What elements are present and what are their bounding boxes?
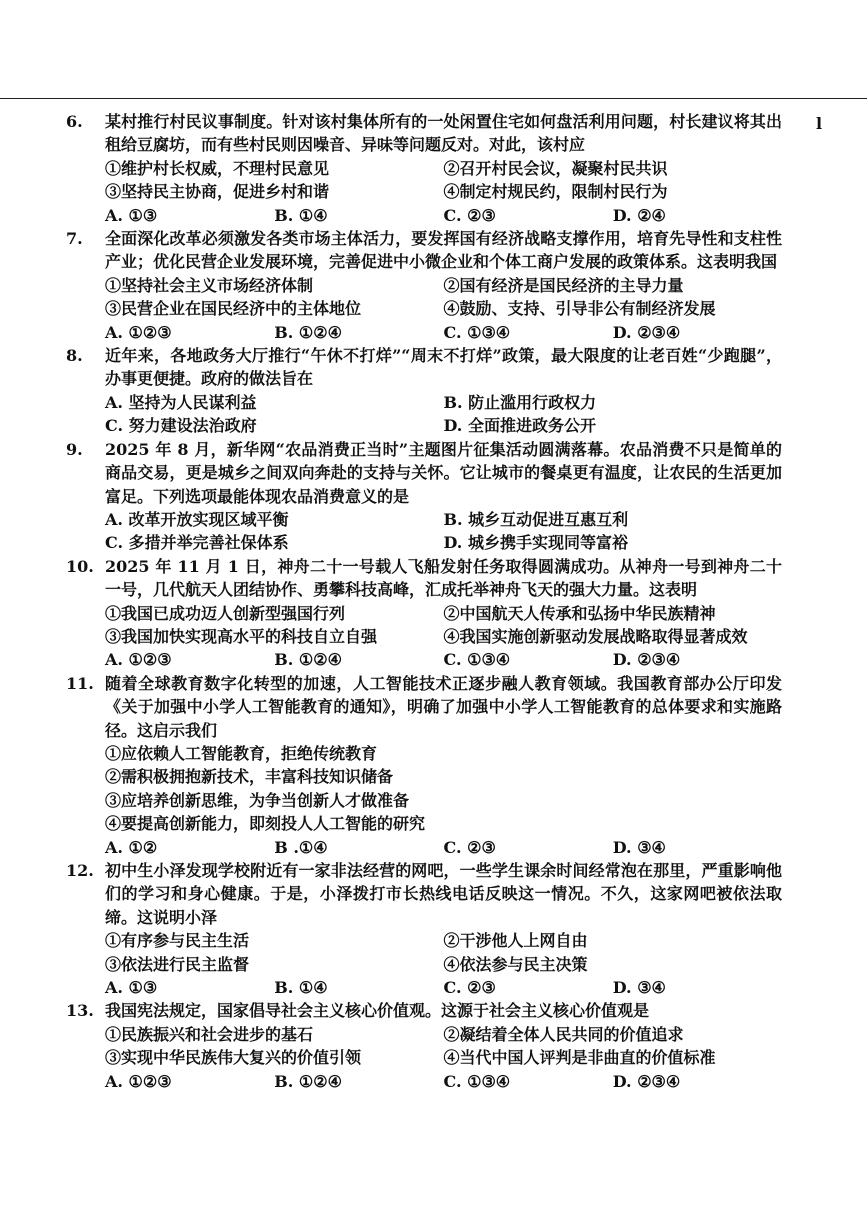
answer-option: C. 多措并举完善社保体系 bbox=[105, 533, 289, 553]
statement: ②国有经济是国民经济的主导力量 bbox=[443, 275, 684, 295]
statement: ②召开村民会议，凝聚村民共识 bbox=[443, 158, 668, 178]
statement: ③依法进行民主监督 bbox=[105, 954, 250, 974]
question-stem: 全面深化改革必须激发各类市场主体活力，要发挥国有经济战略支撑作用，培育先导性和支柱性产业；优化民营企业发展环境，完善促进中小微企业和个体工商户发展的政策体系。这表明我国 bbox=[105, 229, 782, 272]
statement: ④要提高创新能力，即刻投人人工智能的研究 bbox=[105, 814, 426, 834]
answer-option: B. 防止滥用行政权力 bbox=[443, 392, 597, 412]
answer-option: B. ①②④ bbox=[274, 1071, 342, 1091]
statement: ①应依赖人工智能教育，拒绝传统教育 bbox=[105, 743, 378, 763]
statement: ③坚持民主协商，促进乡村和谐 bbox=[105, 182, 330, 202]
question-number: 10. bbox=[66, 556, 94, 576]
answer-option: C. ①③④ bbox=[443, 650, 511, 670]
question-6 bbox=[66, 110, 782, 227]
answer-option: C. ①③④ bbox=[443, 322, 511, 342]
statement: ④制定村规民约，限制村民行为 bbox=[443, 182, 668, 202]
statement: ③民营企业在国民经济中的主体地位 bbox=[105, 299, 362, 319]
question-stem: 近年来，各地政务大厅推行“午休不打烊”“周末不打烊”政策，最大限度的让老百姓“少跑腿”，办事更便捷。政府的做法旨在 bbox=[105, 346, 782, 389]
question-stem: 2025 年 8 月，新华网“农品消费正当时”主题图片征集活动圆满落幕。农品消费不只是简单的商品交易，更是城乡之间双向奔赴的支持与关怀。它让城市的餐桌更有温度，让农民的生活更加富足。下列选项最能体现农品消费意义的是 bbox=[105, 439, 782, 506]
answer-option: A. ①②③ bbox=[105, 650, 172, 670]
question-7 bbox=[66, 227, 782, 344]
answer-option: A. ①③ bbox=[105, 978, 158, 998]
answer-option: B. ①②④ bbox=[274, 322, 342, 342]
answer-option: A. 改革开放实现区域平衡 bbox=[105, 509, 289, 529]
answer-option: D. ②④ bbox=[612, 205, 666, 225]
question-13 bbox=[66, 999, 782, 1093]
question-stem: 某村推行村民议事制度。针对该村集体所有的一处闲置住宅如何盘活利用问题，村长建议将其出租给豆腐坊，而有些村民则因噪音、异味等问题反对。对此，该村应 bbox=[105, 112, 782, 155]
statement: ③应培养创新思维，为争当创新人才做准备 bbox=[105, 790, 410, 810]
answer-option: C. ②③ bbox=[443, 978, 496, 998]
statement: ①民族振兴和社会进步的基石 bbox=[105, 1024, 314, 1044]
question-number: 6. bbox=[66, 112, 83, 131]
question-number: 9. bbox=[66, 439, 83, 459]
question-number: 11. bbox=[66, 673, 94, 693]
statement: ①有序参与民主生活 bbox=[105, 931, 250, 951]
statement: ③我国加快实现高水平的科技自立自强 bbox=[105, 626, 378, 646]
answer-option: D. ③④ bbox=[612, 837, 666, 857]
header-rule bbox=[0, 98, 867, 99]
statement: ②凝结着全体人民共同的价值追求 bbox=[443, 1024, 684, 1044]
question-stem: 初中生小泽发现学校附近有一家非法经营的网吧，一些学生课余时间经常泡在那里，严重影响他们的学习和身心健康。于是，小泽拨打市长热线电话反映这一情况。不久，这家网吧被依法取缔。这说明小泽 bbox=[105, 861, 782, 927]
statement: ④当代中国人评判是非曲直的价值标准 bbox=[443, 1048, 716, 1068]
answer-option: A. ①③ bbox=[105, 205, 158, 225]
question-number: 12. bbox=[66, 861, 94, 880]
question-12 bbox=[66, 859, 782, 999]
question-number: 8. bbox=[66, 346, 83, 366]
statement: ①坚持社会主义市场经济体制 bbox=[105, 275, 314, 295]
answer-option: B. 城乡互动促进互惠互利 bbox=[443, 509, 629, 529]
question-stem: 随着全球教育数字化转型的加速，人工智能技术正逐步融人教育领域。我国教育部办公厅印发《关于加强中小学人工智能教育的通知》，明确了加强中小学人工智能教育的总体要求和实施路径。这启示我们 bbox=[105, 673, 782, 740]
answer-option: D. 全面推进政务公开 bbox=[443, 416, 596, 436]
question-9 bbox=[66, 438, 782, 555]
answer-option: A. ①② bbox=[105, 837, 158, 857]
question-11 bbox=[66, 672, 782, 859]
answer-option: B .①④ bbox=[274, 837, 328, 857]
statement: ③实现中华民族伟大复兴的价值引领 bbox=[105, 1048, 362, 1068]
answer-option: D. ②③④ bbox=[612, 1071, 681, 1091]
statement: ④依法参与民主决策 bbox=[443, 954, 588, 974]
answer-option: C. 努力建设法治政府 bbox=[105, 416, 257, 436]
statement: ②干涉他人上网自由 bbox=[443, 931, 588, 951]
margin-mark: l bbox=[816, 114, 823, 133]
answer-option: D. ②③④ bbox=[612, 650, 681, 670]
question-stem: 2025 年 11 月 1 日，神舟二十一号载人飞船发射任务取得圆满成功。从神舟一号到神舟二十一号，几代航天人团结协作、勇攀科技高峰，汇成托举神舟飞天的强大力量。这表明 bbox=[105, 556, 782, 600]
statement: ①维护村长权威，不理村民意见 bbox=[105, 158, 330, 178]
statement: ④鼓励、支持、引导非公有制经济发展 bbox=[443, 299, 716, 319]
answer-option: D. ③④ bbox=[612, 978, 666, 998]
question-number: 7. bbox=[66, 229, 83, 249]
answer-option: D. 城乡携手实现同等富裕 bbox=[443, 533, 628, 553]
answer-option: C. ①③④ bbox=[443, 1071, 511, 1091]
answer-option: C. ②③ bbox=[443, 205, 496, 225]
answer-option: B. ①②④ bbox=[274, 650, 342, 670]
answer-option: A. ①②③ bbox=[105, 1071, 172, 1091]
question-stem: 我国宪法规定，国家倡导社会主义核心价值观。这源于社会主义核心价值观是 bbox=[105, 1001, 650, 1021]
answer-option: B. ①④ bbox=[274, 978, 328, 998]
statement: ④我国实施创新驱动发展战略取得显著成效 bbox=[443, 626, 748, 646]
answer-option: A. 坚持为人民谋利益 bbox=[105, 392, 257, 412]
statement: ①我国已成功迈人创新型强国行列 bbox=[105, 603, 346, 623]
answer-option: A. ①②③ bbox=[105, 322, 172, 342]
question-8 bbox=[66, 344, 782, 438]
question-number: 13. bbox=[66, 1001, 94, 1021]
question-10 bbox=[66, 555, 782, 672]
statement: ②需积极拥抱新技术，丰富科技知识储备 bbox=[105, 767, 394, 787]
answer-option: D. ②③④ bbox=[612, 322, 681, 342]
answer-option: C. ②③ bbox=[443, 837, 496, 857]
question-sheet bbox=[66, 110, 782, 1093]
answer-option: B. ①④ bbox=[274, 205, 328, 225]
statement: ②中国航天人传承和弘扬中华民族精神 bbox=[443, 603, 716, 623]
